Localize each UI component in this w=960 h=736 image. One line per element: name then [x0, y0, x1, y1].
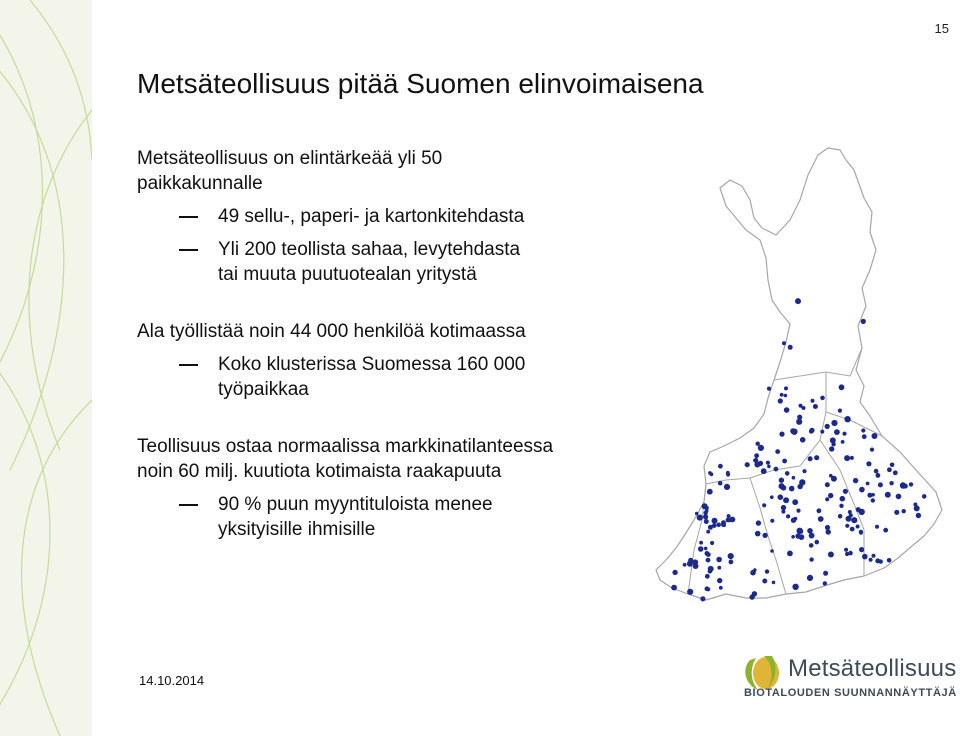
- logo-name: Metsäteollisuus: [788, 655, 957, 682]
- mill-dot: [726, 472, 730, 476]
- bullet-1-line-1: Metsäteollisuus on elintärkeää yli 50: [137, 148, 443, 169]
- bullet-1: [137, 146, 697, 287]
- mill-dot: [766, 461, 770, 465]
- mill-dot: [717, 578, 722, 583]
- mill-dot: [728, 553, 734, 559]
- mill-dot: [796, 509, 800, 513]
- mill-dot: [809, 533, 815, 539]
- mill-dot: [672, 570, 677, 575]
- mill-dot: [848, 551, 853, 556]
- mill-dot: [842, 432, 846, 436]
- mill-dot: [792, 476, 796, 480]
- mill-dot: [843, 489, 848, 494]
- mill-dot: [698, 546, 704, 552]
- mill-dot: [866, 461, 871, 466]
- mill-dot: [828, 493, 833, 498]
- sub-bullet-3-1-line-1: 90 % puun myyntituloista menee: [218, 494, 493, 515]
- mill-dot: [745, 462, 750, 467]
- logo-tagline: BIOTALOUDEN SUUNNANNÄYTTÄJÄ: [744, 687, 957, 699]
- mill-dot: [699, 541, 703, 545]
- mill-dot: [795, 298, 801, 304]
- sub-bullet-1-1-line-1: 49 sellu-, paperi- ja kartonkitehdasta: [218, 206, 525, 227]
- mill-dot: [781, 510, 785, 514]
- mill-dot: [802, 406, 806, 410]
- mill-dot: [807, 528, 813, 534]
- mill-dot: [718, 481, 723, 486]
- sub-bullet-1-2: [137, 237, 697, 287]
- mill-dot: [707, 489, 713, 495]
- mill-dot: [809, 557, 813, 561]
- mill-dot: [870, 448, 874, 452]
- mill-dot: [832, 477, 836, 481]
- mill-dot: [704, 519, 709, 524]
- mill-dot: [883, 528, 888, 533]
- mill-dot: [782, 341, 786, 345]
- mill-dot: [788, 345, 793, 350]
- mill-dot: [871, 498, 875, 502]
- mill-dot: [786, 514, 790, 518]
- mill-dot: [770, 495, 774, 499]
- mill-dot: [838, 409, 842, 413]
- mill-dot: [722, 523, 726, 527]
- mill-dot: [779, 478, 784, 483]
- mill-dot: [829, 474, 833, 478]
- mill-dot: [802, 469, 806, 473]
- mill-dot: [716, 523, 721, 528]
- mill-dot: [851, 517, 857, 523]
- mill-dot: [687, 589, 693, 595]
- mill-dot: [705, 574, 710, 579]
- region-borders: [688, 348, 882, 594]
- mill-dot: [909, 482, 913, 486]
- mill-dot: [755, 531, 761, 537]
- mill-dot: [809, 543, 814, 548]
- mill-dot: [807, 575, 813, 581]
- mill-dot: [828, 552, 834, 558]
- mill-dot: [712, 518, 718, 524]
- mill-dot: [844, 548, 848, 552]
- mill-dot: [844, 455, 850, 461]
- mill-dot: [825, 525, 830, 530]
- mill-dot: [859, 547, 864, 552]
- mill-dot: [844, 416, 850, 422]
- finland-mill-map: [650, 140, 950, 620]
- mill-dot: [890, 463, 895, 468]
- mill-dot: [829, 446, 834, 451]
- mill-dot: [878, 482, 883, 487]
- mill-dots: [671, 298, 926, 601]
- mill-dot: [840, 496, 846, 502]
- mill-dot: [814, 455, 819, 460]
- mill-dot: [716, 557, 722, 563]
- mill-dot: [799, 530, 803, 534]
- mill-dot: [922, 494, 927, 499]
- sub-bullet-2-1-line-1: Koko klusterissa Suomessa 160 000: [218, 354, 526, 375]
- mill-dot: [706, 552, 711, 557]
- mill-dot: [767, 387, 771, 391]
- mill-dot: [730, 517, 736, 523]
- mill-dot: [779, 432, 784, 437]
- mill-dot: [808, 456, 813, 461]
- mill-dot: [756, 520, 761, 525]
- mill-dot: [671, 585, 677, 591]
- mill-dot: [784, 386, 788, 390]
- mill-dot: [887, 558, 892, 563]
- mill-dot: [850, 527, 855, 532]
- mill-dot: [704, 511, 708, 515]
- bullet-3-line-2: noin 60 milj. kuutiota kotimaista raakapuuta: [137, 461, 502, 482]
- mill-dot: [914, 505, 920, 511]
- sub-bullet-2-1: [137, 352, 697, 402]
- mill-dot: [902, 509, 906, 513]
- mill-dot: [697, 515, 703, 521]
- slide-date: 14.10.2014: [139, 673, 205, 688]
- sub-bullet-1-2-line-1: Yli 200 teollista sahaa, levytehdasta: [218, 239, 521, 260]
- mill-dot: [791, 518, 796, 523]
- mill-dot: [796, 419, 802, 425]
- mill-dot: [839, 504, 843, 508]
- mill-dot: [849, 513, 853, 517]
- mill-dot: [792, 499, 798, 505]
- mill-dot: [772, 581, 776, 585]
- mill-dot: [758, 445, 764, 451]
- mill-dot: [871, 493, 875, 497]
- mill-dot: [817, 508, 822, 513]
- mill-dot: [896, 494, 902, 500]
- mill-dot: [784, 407, 790, 413]
- bullet-content: [137, 146, 697, 542]
- mill-dot: [767, 465, 771, 469]
- mill-dot: [861, 319, 866, 324]
- bullet-2: [137, 319, 697, 402]
- mill-dot: [782, 459, 787, 464]
- mill-dot: [893, 470, 898, 475]
- mill-dot: [792, 584, 798, 590]
- mill-dot: [823, 571, 828, 576]
- mill-dot: [869, 558, 873, 562]
- mill-dot: [839, 384, 845, 390]
- mill-dot: [825, 497, 829, 501]
- mill-dot: [775, 449, 780, 454]
- mill-dot: [708, 471, 712, 475]
- metsateollisuus-logo: [730, 648, 955, 708]
- mill-dot: [688, 558, 693, 563]
- mill-dot: [876, 473, 881, 478]
- mill-dot: [719, 586, 723, 590]
- mill-dot: [783, 497, 789, 503]
- mill-dot: [872, 554, 876, 558]
- dash-bullet-icon: [179, 216, 198, 218]
- mill-dot: [705, 506, 709, 510]
- mill-dot: [683, 563, 687, 567]
- mill-dot: [813, 404, 818, 409]
- mill-dot: [763, 533, 768, 538]
- mill-dot: [859, 487, 865, 493]
- mill-dot: [718, 464, 723, 469]
- mill-dot: [874, 469, 879, 474]
- mill-dot: [729, 560, 734, 565]
- mill-dot: [894, 510, 899, 515]
- mill-dot: [820, 430, 824, 434]
- mill-dot: [811, 399, 815, 403]
- mill-dot: [823, 581, 827, 585]
- mill-dot: [826, 529, 831, 534]
- mill-dot: [778, 398, 783, 403]
- mill-dot: [859, 509, 865, 515]
- bullet-2-line-1: Ala työllistää noin 44 000 henkilöä kotimaassa: [137, 321, 526, 342]
- mill-dot: [710, 541, 714, 545]
- mill-dot: [781, 485, 787, 491]
- mill-dot: [770, 519, 774, 523]
- bullet-1-line-2: paikkakunnalle: [137, 173, 263, 194]
- mill-dot: [856, 525, 860, 529]
- mill-dot: [838, 514, 843, 519]
- mill-dot: [861, 428, 865, 432]
- mill-dot: [862, 434, 867, 439]
- mill-dot: [762, 579, 767, 584]
- mill-dot: [756, 442, 760, 446]
- mill-dot: [778, 494, 784, 500]
- mill-dot: [916, 513, 921, 518]
- mill-dot: [789, 486, 795, 492]
- mill-dot: [800, 437, 806, 443]
- leaf-curves-decoration: [0, 0, 92, 736]
- bullet-3: [137, 434, 697, 542]
- mill-dot: [875, 525, 879, 529]
- mill-dot: [887, 467, 892, 472]
- mill-dot: [706, 587, 710, 591]
- mill-dot: [706, 530, 710, 534]
- mill-dot: [781, 505, 786, 510]
- mill-dot: [885, 492, 891, 498]
- mill-dot: [872, 433, 878, 439]
- mill-dot: [784, 394, 788, 398]
- mill-dot: [831, 442, 835, 446]
- mill-dot: [875, 558, 880, 563]
- mill-dot: [754, 453, 759, 458]
- mill-dot: [831, 420, 837, 426]
- dash-bullet-icon: [179, 504, 198, 506]
- slide-title: Metsäteollisuus pitää Suomen elinvoimaisena: [137, 68, 704, 99]
- mill-dot: [785, 471, 790, 476]
- sub-bullet-1-1: [137, 204, 697, 229]
- mill-dot: [695, 512, 699, 516]
- mill-dot: [765, 569, 769, 573]
- mill-dot: [790, 428, 796, 434]
- mill-dot: [809, 428, 814, 433]
- mill-dot: [724, 484, 730, 490]
- mill-dot: [845, 524, 849, 528]
- mill-dot: [889, 481, 893, 485]
- mill-dot: [780, 393, 784, 397]
- mill-dot: [761, 468, 767, 474]
- mill-dot: [704, 547, 708, 551]
- mill-dot: [859, 530, 863, 534]
- mill-dot: [795, 533, 800, 538]
- dash-bullet-icon: [179, 364, 198, 366]
- mill-dot: [700, 596, 705, 601]
- mill-dot: [774, 467, 779, 472]
- sub-bullet-3-1-line-2: yksityisille ihmisille: [218, 519, 376, 540]
- mill-dot: [853, 478, 858, 483]
- mill-dot: [712, 523, 717, 528]
- mill-dot: [850, 456, 854, 460]
- mill-dot: [762, 503, 766, 507]
- mill-dot: [815, 540, 820, 545]
- mill-dot: [727, 514, 731, 518]
- decorative-side-band: [0, 0, 92, 736]
- mill-dot: [708, 566, 714, 572]
- mill-dot: [797, 484, 802, 489]
- mill-dot: [791, 535, 795, 539]
- mill-dot: [825, 482, 830, 487]
- mill-dot: [753, 568, 757, 572]
- mill-dot: [903, 484, 908, 489]
- mill-dot: [820, 396, 825, 401]
- page-number: 15: [934, 21, 949, 36]
- dash-bullet-icon: [179, 249, 198, 251]
- mill-dot: [841, 440, 845, 444]
- mill-dot: [818, 516, 824, 522]
- mill-dot: [834, 429, 840, 435]
- mill-dot: [862, 554, 868, 560]
- leaf-logo-icon: [738, 652, 794, 692]
- sub-bullet-3-1: [137, 492, 697, 542]
- mill-dot: [770, 549, 774, 553]
- sub-bullet-1-2-line-2: tai muuta puutuotealan yritystä: [218, 264, 477, 285]
- mill-dot: [825, 424, 830, 429]
- sub-bullet-2-1-line-2: työpaikkaa: [218, 379, 309, 400]
- mill-dot: [866, 482, 870, 486]
- mill-dot: [706, 558, 711, 563]
- mill-dot: [758, 461, 763, 466]
- mill-dot: [787, 551, 793, 557]
- mill-dot: [717, 566, 721, 570]
- bullet-3-line-1: Teollisuus ostaa normaalissa markkinatilanteessa: [137, 436, 554, 457]
- mill-dot: [752, 591, 757, 596]
